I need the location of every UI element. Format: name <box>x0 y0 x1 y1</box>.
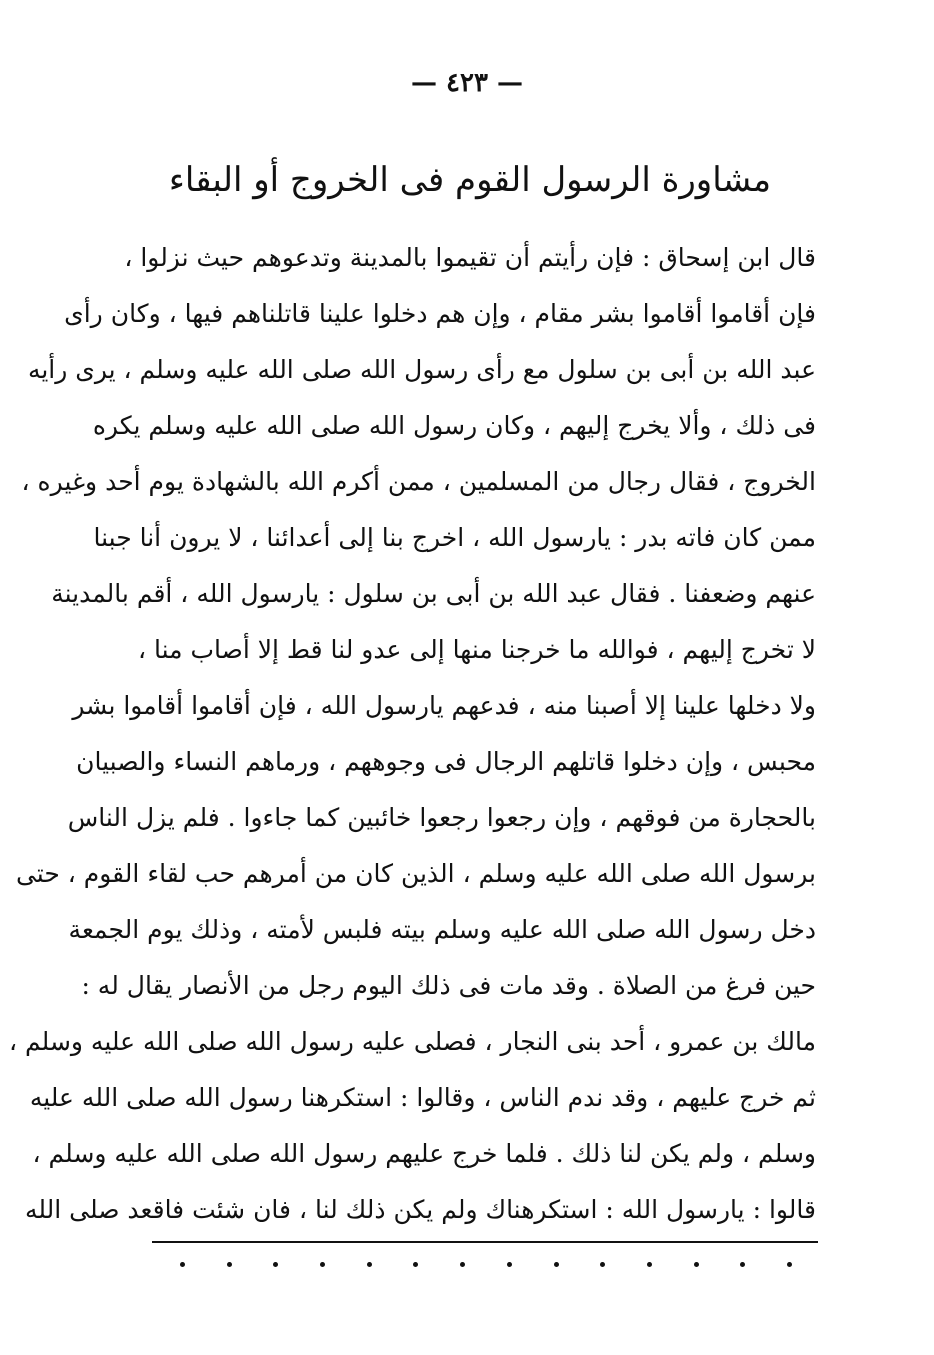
text-line: ثم خرج عليهم ، وقد ندم الناس ، وقالوا : استكرهنا رسول الله صلى الله عليه <box>29 1083 816 1112</box>
footer-dot <box>273 1262 278 1267</box>
text-line: قالوا : يارسول الله : استكرهناك ولم يكن ذلك لنا ، فان شئت فاقعد صلى الله <box>24 1195 816 1224</box>
text-line: قال ابن إسحاق : فإن رأيتم أن تقيموا بالمدينة وتدعوهم حيث نزلوا ، <box>124 243 816 272</box>
footer-dot <box>787 1262 792 1267</box>
body-text <box>9 230 816 1238</box>
text-line: ولا دخلها علينا إلا أصبنا منه ، فدعهم يارسول الله ، فإن أقاموا أقاموا بشر <box>72 691 816 720</box>
footer-dot <box>227 1262 232 1267</box>
footer-dot <box>740 1262 745 1267</box>
text-line: الخروج ، فقال رجال من المسلمين ، ممن أكرم الله بالشهادة يوم أحد وغيره ، <box>21 467 816 496</box>
footer-dot <box>694 1262 699 1267</box>
footer-dot <box>367 1262 372 1267</box>
footer-dot <box>647 1262 652 1267</box>
footer-dot-row <box>180 1262 792 1267</box>
footer-dot <box>180 1262 185 1267</box>
text-line: وسلم ، ولم يكن لنا ذلك . فلما خرج عليهم رسول الله صلى الله عليه وسلم ، <box>32 1139 816 1168</box>
footer-dot <box>554 1262 559 1267</box>
footer-dot <box>600 1262 605 1267</box>
text-line: فى ذلك ، وألا يخرج إليهم ، وكان رسول الله صلى الله عليه وسلم يكره <box>92 411 816 440</box>
footer-dot <box>413 1262 418 1267</box>
text-line: بالحجارة من فوقهم ، وإن رجعوا رجعوا خائبين كما جاءوا . فلم يزل الناس <box>67 803 816 832</box>
footer-dot <box>320 1262 325 1267</box>
text-line: فإن أقاموا أقاموا بشر مقام ، وإن هم دخلوا علينا قاتلناهم فيها ، وكان رأى <box>64 299 816 328</box>
footer-dot <box>460 1262 465 1267</box>
text-line: حين فرغ من الصلاة . وقد مات فى ذلك اليوم رجل من الأنصار يقال له : <box>81 971 816 1000</box>
text-line: لا تخرج إليهم ، فوالله ما خرجنا منها إلى عدو لنا قط إلا أصاب منا ، <box>137 635 816 664</box>
text-line: عبد الله بن أبى بن سلول مع رأى رسول الله صلى الله عليه وسلم ، يرى رأيه <box>27 355 816 384</box>
footer-dot <box>507 1262 512 1267</box>
text-line: عنهم وضعفنا . فقال عبد الله بن أبى بن سلول : يارسول الله ، أقم بالمدينة <box>51 579 816 608</box>
text-line: مالك بن عمرو ، أحد بنى النجار ، فصلى عليه رسول الله صلى الله عليه وسلم ، <box>9 1027 816 1056</box>
footnote-rule <box>152 1241 818 1243</box>
text-line: دخل رسول الله صلى الله عليه وسلم بيته فلبس لأمته ، وذلك يوم الجمعة <box>68 915 816 944</box>
chapter-title: مشاورة الرسول القوم فى الخروج أو البقاء <box>168 160 772 200</box>
text-line: محبس ، وإن دخلوا قاتلهم الرجال فى وجوههم ، ورماهم النساء والصبيان <box>76 747 816 776</box>
page-number: — ٤٢٣ — <box>410 68 524 98</box>
text-line: ممن كان فاته بدر : يارسول الله ، اخرج بنا إلى أعدائنا ، لا يرون أنا جبنا <box>93 523 816 552</box>
text-line: برسول الله صلى الله عليه وسلم ، الذين كان من أمرهم حب لقاء القوم ، حتى <box>15 859 816 888</box>
